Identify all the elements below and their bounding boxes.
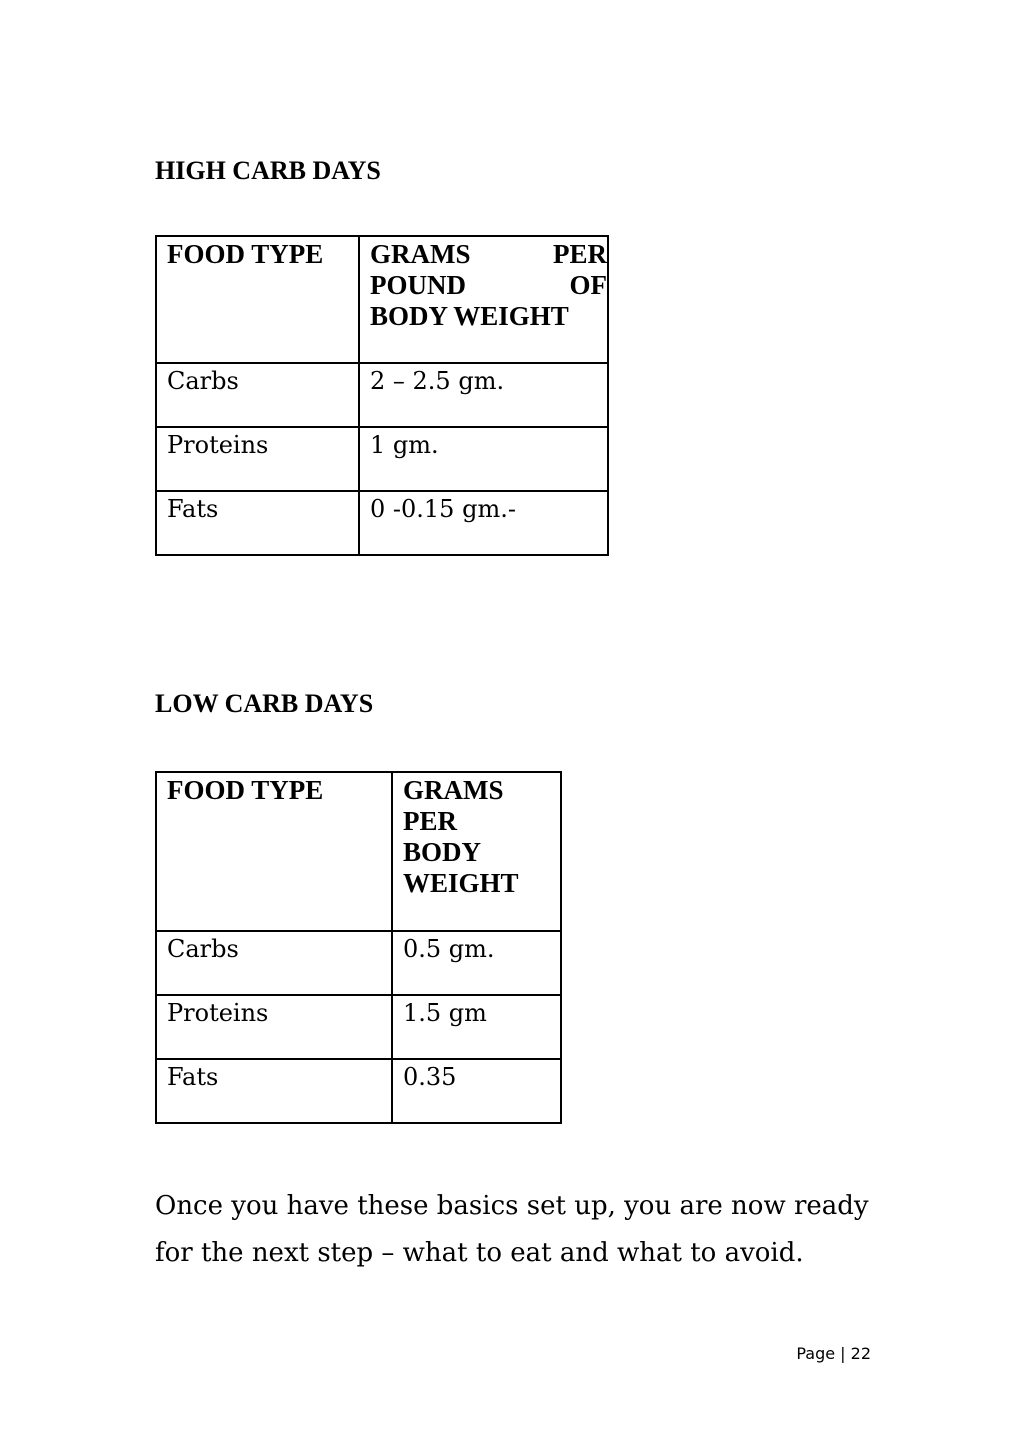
header-line-3 (370, 301, 607, 332)
food-type-cell: Fats (156, 491, 359, 555)
header-grams-per-pound (359, 236, 608, 363)
table-header-row (156, 772, 561, 931)
header-line-1 (370, 239, 607, 270)
header-food-type: FOOD TYPE (156, 772, 392, 931)
food-type-cell: Carbs (156, 363, 359, 427)
header-word: PER (553, 239, 607, 269)
table-row (156, 995, 561, 1059)
table-row (156, 491, 608, 555)
food-type-cell: Fats (156, 1059, 392, 1123)
table-row (156, 427, 608, 491)
header-grams-per-body-weight (392, 772, 561, 931)
header-line: BODY (403, 837, 482, 867)
header-word: POUND (370, 270, 466, 300)
header-line: GRAMS (403, 775, 504, 805)
low-carb-days-table (155, 771, 562, 1124)
header-line: PER (403, 806, 457, 836)
low-carb-days-heading: LOW CARB DAYS (155, 689, 374, 718)
grams-cell: 1 gm. (359, 427, 608, 491)
grams-cell: 0 -0.15 gm.- (359, 491, 608, 555)
high-carb-days-table (155, 235, 609, 556)
header-word: OF (569, 270, 607, 300)
header-food-type: FOOD TYPE (156, 236, 359, 363)
table-row (156, 931, 561, 995)
table-header-row (156, 236, 608, 363)
grams-cell: 0.5 gm. (392, 931, 561, 995)
high-carb-days-heading: HIGH CARB DAYS (155, 156, 381, 185)
header-line: WEIGHT (403, 868, 519, 898)
grams-cell: 0.35 (392, 1059, 561, 1123)
header-word: BODY WEIGHT (370, 301, 569, 331)
page-number: Page | 22 (796, 1344, 871, 1363)
header-line-2 (370, 270, 607, 301)
grams-cell: 2 – 2.5 gm. (359, 363, 608, 427)
food-type-cell: Carbs (156, 931, 392, 995)
grams-cell: 1.5 gm (392, 995, 561, 1059)
table-row (156, 1059, 561, 1123)
closing-paragraph: Once you have these basics set up, you are now ready for the next step – what to eat and what to avoid. (155, 1191, 869, 1268)
table-row (156, 363, 608, 427)
food-type-cell: Proteins (156, 427, 359, 491)
food-type-cell: Proteins (156, 995, 392, 1059)
header-word: GRAMS (370, 239, 471, 269)
